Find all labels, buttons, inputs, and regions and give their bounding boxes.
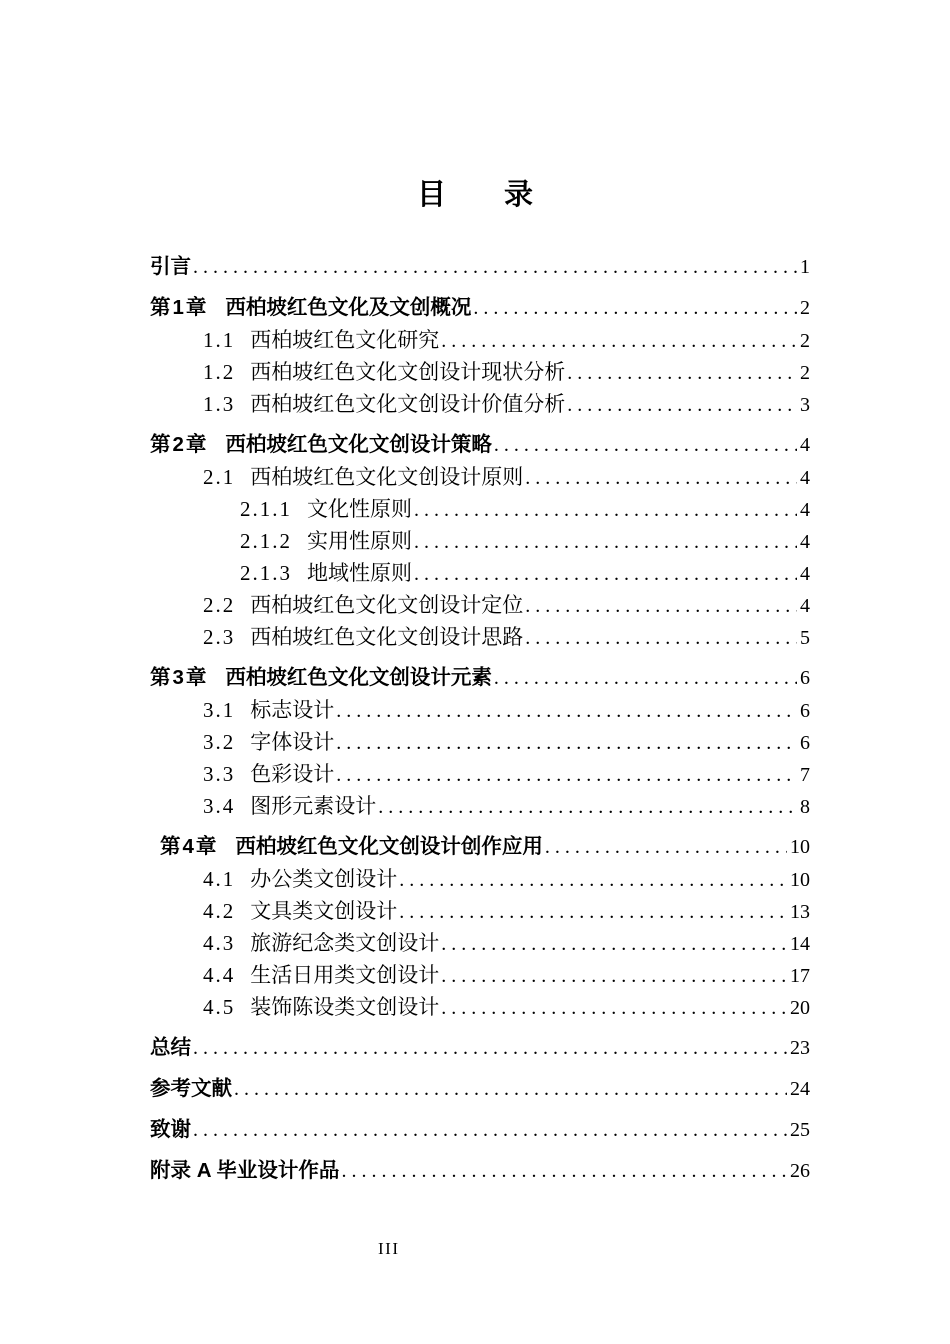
entry-number: 3.3 [203, 762, 236, 786]
entry-title: 西柏坡红色文化文创设计原则 [250, 465, 524, 489]
toc-entry [150, 790, 810, 822]
toc-entry [150, 621, 810, 653]
toc-entry [150, 356, 810, 388]
dot-leader [441, 325, 797, 357]
toc-entry [150, 895, 810, 927]
toc-entry [150, 1032, 810, 1064]
toc-entry [150, 493, 810, 525]
toc-entry [150, 251, 810, 283]
entry-title: 西柏坡红色文化文创设计定位 [250, 593, 524, 617]
toc-entry [150, 557, 810, 589]
dot-leader [525, 462, 797, 494]
entry-title: 地域性原则 [307, 561, 412, 585]
entry-number: 2.1.2 [240, 529, 292, 553]
entry-page-number: 5 [800, 627, 810, 649]
entry-number: 3.2 [203, 730, 236, 754]
entry-title: 西柏坡红色文化文创设计现状分析 [250, 360, 566, 384]
entry-title: 生活日用类文创设计 [250, 963, 440, 987]
entry-number: 1.3 [203, 392, 236, 416]
entry-number: 第1章 [150, 296, 209, 319]
toc-entry [150, 991, 810, 1023]
entry-number: 2.1.1 [240, 497, 292, 521]
entry-page-number: 4 [800, 531, 810, 553]
toc-entry [150, 292, 810, 324]
toc-entry [150, 831, 810, 863]
toc-entry [150, 726, 810, 758]
entry-number: 第3章 [150, 666, 209, 689]
dot-leader [525, 622, 797, 654]
dot-leader [234, 1073, 787, 1105]
entry-number: 3.1 [203, 698, 236, 722]
toc-entry [150, 1155, 810, 1187]
entry-title: 引言 [150, 255, 191, 278]
entry-title: 西柏坡红色文化及文创概况 [225, 296, 472, 319]
dot-leader [193, 1032, 787, 1064]
entry-title: 附录 A 毕业设计作品 [150, 1159, 340, 1182]
dot-leader [399, 896, 787, 928]
entry-title: 致谢 [150, 1118, 191, 1141]
entry-page-number: 4 [800, 499, 810, 521]
dot-leader [441, 992, 787, 1024]
dot-leader [336, 695, 797, 727]
entry-number: 第4章 [160, 835, 219, 858]
toc-entry [150, 1073, 810, 1105]
dot-leader [193, 1114, 787, 1146]
entry-number: 2.1 [203, 465, 236, 489]
entry-page-number: 14 [790, 933, 810, 955]
entry-page-number: 23 [790, 1037, 810, 1059]
entry-title: 总结 [150, 1036, 191, 1059]
toc-entry [150, 1114, 810, 1146]
entry-title: 西柏坡红色文化文创设计策略 [225, 433, 492, 456]
entry-title: 旅游纪念类文创设计 [250, 931, 440, 955]
entry-page-number: 2 [800, 297, 810, 319]
entry-number: 4.1 [203, 867, 236, 891]
entry-title: 西柏坡红色文化文创设计价值分析 [250, 392, 566, 416]
toc-entry [150, 863, 810, 895]
dot-leader [567, 389, 797, 421]
entry-page-number: 26 [790, 1160, 810, 1182]
entry-page-number: 4 [800, 467, 810, 489]
entry-page-number: 6 [800, 667, 810, 689]
entry-title: 办公类文创设计 [250, 867, 398, 891]
entry-page-number: 20 [790, 997, 810, 1019]
entry-page-number: 13 [790, 901, 810, 923]
toc-entry [150, 662, 810, 694]
dot-leader [525, 590, 797, 622]
toc-entry [150, 758, 810, 790]
entry-number: 1.2 [203, 360, 236, 384]
entry-number: 4.2 [203, 899, 236, 923]
entry-title: 西柏坡红色文化文创设计创作应用 [235, 835, 543, 858]
dot-leader [414, 558, 797, 590]
entry-page-number: 8 [800, 796, 810, 818]
toc-entry [150, 388, 810, 420]
entry-page-number: 24 [790, 1078, 810, 1100]
entry-number: 第2章 [150, 433, 209, 456]
entry-title: 实用性原则 [307, 529, 412, 553]
entry-title: 文化性原则 [307, 497, 412, 521]
dot-leader [545, 831, 787, 863]
dot-leader [399, 864, 787, 896]
entry-page-number: 10 [790, 836, 810, 858]
dot-leader [414, 494, 797, 526]
dot-leader [336, 759, 797, 791]
entry-number: 3.4 [203, 794, 236, 818]
dot-leader [441, 928, 787, 960]
dot-leader [473, 292, 797, 324]
entry-page-number: 6 [800, 732, 810, 754]
entry-page-number: 6 [800, 700, 810, 722]
entry-page-number: 7 [800, 764, 810, 786]
entry-page-number: 17 [790, 965, 810, 987]
entry-number: 2.2 [203, 593, 236, 617]
dot-leader [567, 357, 797, 389]
entry-page-number: 25 [790, 1119, 810, 1141]
entry-page-number: 4 [800, 563, 810, 585]
entry-title: 文具类文创设计 [250, 899, 398, 923]
entry-title: 西柏坡红色文化文创设计元素 [225, 666, 492, 689]
dot-leader [494, 429, 797, 461]
toc-list [150, 251, 810, 1187]
entry-number: 1.1 [203, 328, 236, 352]
entry-page-number: 10 [790, 869, 810, 891]
entry-number: 2.1.3 [240, 561, 292, 585]
entry-title: 西柏坡红色文化研究 [250, 328, 440, 352]
toc-entry [150, 927, 810, 959]
toc-entry [150, 461, 810, 493]
entry-title: 字体设计 [250, 730, 335, 754]
entry-page-number: 2 [800, 330, 810, 352]
toc-entry [150, 959, 810, 991]
dot-leader [378, 791, 797, 823]
entry-number: 4.3 [203, 931, 236, 955]
entry-page-number: 3 [800, 394, 810, 416]
entry-title: 标志设计 [250, 698, 335, 722]
entry-page-number: 4 [800, 434, 810, 456]
entry-title: 图形元素设计 [250, 794, 377, 818]
toc-entry [150, 525, 810, 557]
entry-title: 参考文献 [150, 1077, 232, 1100]
toc-entry [150, 324, 810, 356]
entry-page-number: 4 [800, 595, 810, 617]
entry-number: 4.4 [203, 963, 236, 987]
dot-leader [336, 727, 797, 759]
entry-number: 2.3 [203, 625, 236, 649]
toc-entry [150, 429, 810, 461]
entry-title: 西柏坡红色文化文创设计思路 [250, 625, 524, 649]
entry-page-number: 1 [800, 256, 810, 278]
entry-number: 4.5 [203, 995, 236, 1019]
dot-leader [414, 526, 797, 558]
toc-entry [150, 589, 810, 621]
dot-leader [341, 1155, 787, 1187]
toc-entry [150, 694, 810, 726]
dot-leader [441, 960, 787, 992]
entry-title: 色彩设计 [250, 762, 335, 786]
entry-title: 装饰陈设类文创设计 [250, 995, 440, 1019]
page-title: 目 录 [416, 179, 533, 211]
footer-page-number: III [378, 1239, 400, 1258]
dot-leader [494, 662, 797, 694]
dot-leader [193, 251, 797, 283]
entry-page-number: 2 [800, 362, 810, 384]
